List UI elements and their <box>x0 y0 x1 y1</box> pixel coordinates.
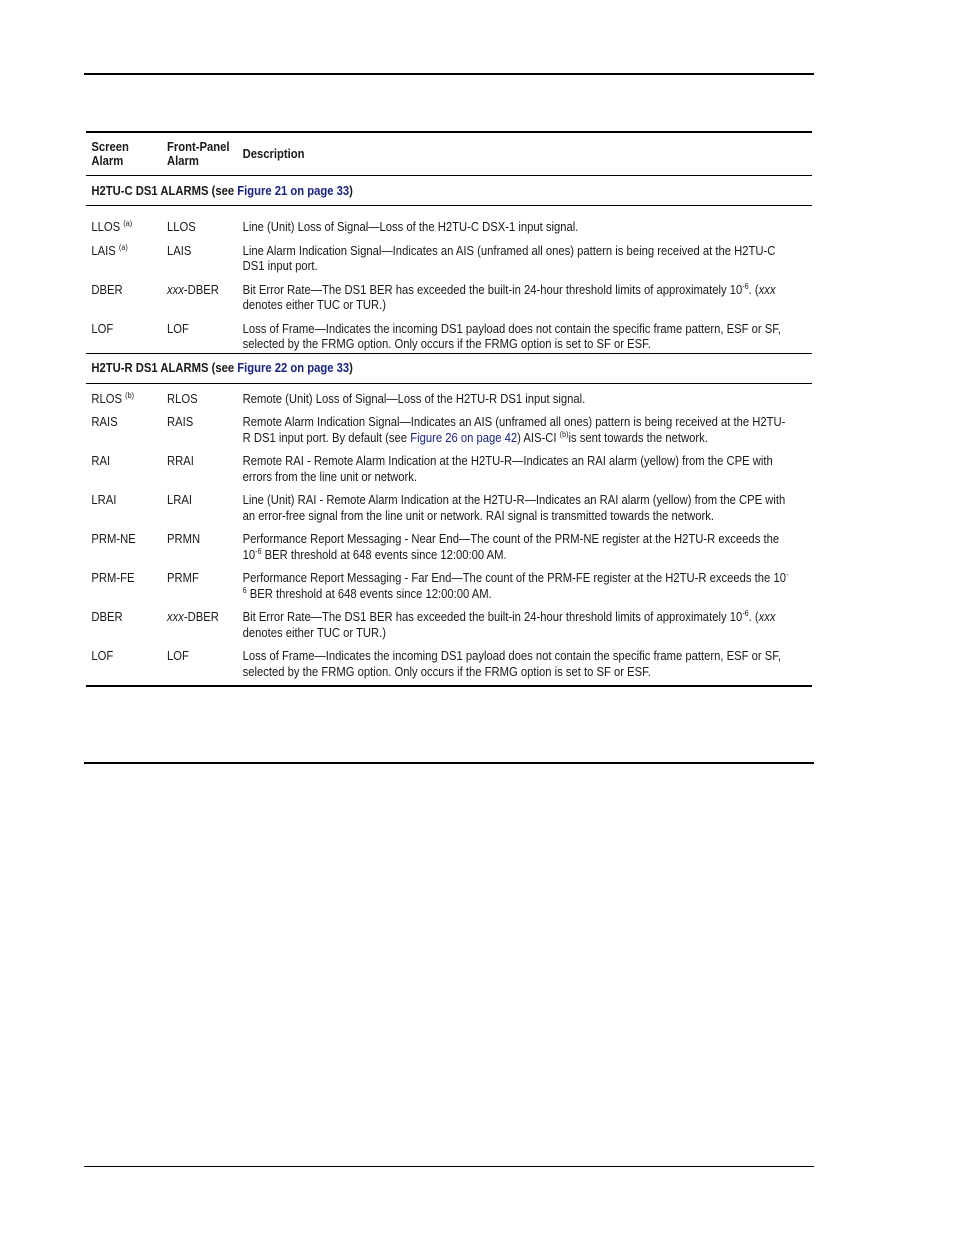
table-row <box>86 454 812 485</box>
description-text: Remote RAI - Remote Alarm Indication at the H2TU-R—Indicates an RAI alarm (yellow) from the CPE with errors from the line unit or network. <box>242 454 773 484</box>
screen-alarm-code: LOF <box>91 649 114 663</box>
description-text: Loss of Frame—Indicates the incoming DS1 payload does not contain the specific frame pattern, ESF or SF, selected by the FRMG option. Only occurs if the FRMG option is set to SF or ESF. <box>242 649 781 679</box>
footnote-marker: (a) <box>123 218 133 228</box>
front-panel-code: LLOS <box>167 220 196 234</box>
screen-alarm-code: RLOS <box>91 391 123 406</box>
screen-alarm-code: RAIS <box>91 415 118 429</box>
front-panel-code: LAIS <box>167 243 192 258</box>
header-description: Description <box>242 147 305 161</box>
table-header <box>86 133 811 175</box>
footnote-marker: (a) <box>118 242 128 252</box>
front-panel-prefix: xxx <box>167 610 184 624</box>
front-panel-code: RLOS <box>167 391 198 406</box>
front-panel-code: LRAI <box>167 493 193 507</box>
screen-alarm-code: RAI <box>91 454 111 468</box>
section-title-h2tu-r: H2TU-R DS1 ALARMS (see Figure 22 on page 33 ) <box>91 361 353 375</box>
table-bottom-rule <box>86 685 812 687</box>
screen-alarm-code: PRM-FE <box>91 571 135 585</box>
description-text: is sent towards the network. <box>568 430 708 445</box>
front-panel-code: -DBER <box>183 282 219 297</box>
cell-description <box>237 493 795 524</box>
cell-screen-alarm <box>86 571 162 602</box>
section-title-h2tu-c: H2TU-C DS1 ALARMS (see Figure 21 on page 33 ) <box>91 183 353 198</box>
figure-26-link[interactable]: Figure 26 on page 42 <box>410 430 518 445</box>
description-italic: xxx <box>758 282 776 297</box>
screen-alarm-code: LLOS <box>91 220 121 234</box>
table-row <box>86 244 812 275</box>
cell-screen-alarm <box>86 532 162 563</box>
description-text: Bit Error Rate—The DS1 BER has exceeded the built-in 24-hour threshold limits of approximately 10 <box>242 610 743 624</box>
front-panel-code: RRAI <box>167 454 194 468</box>
description-text: . ( <box>748 610 759 624</box>
screen-alarm-code: DBER <box>91 610 123 624</box>
cell-front-panel-alarm <box>162 322 238 353</box>
description-text: Performance Report Messaging - Far End—The count of the PRM-FE register at the H2TU-R exceeds the 10 <box>242 571 786 585</box>
cell-front-panel-alarm <box>162 454 238 485</box>
screen-alarm-code: LAIS <box>91 243 116 258</box>
cell-screen-alarm <box>86 649 162 680</box>
cell-description <box>237 415 795 446</box>
cell-front-panel-alarm <box>162 415 238 446</box>
cell-screen-alarm <box>86 283 162 314</box>
description-text: Performance Report Messaging - Near End—The count of the PRM-NE register at the H2TU-R exceeds the 10 <box>242 532 780 562</box>
cell-front-panel-alarm <box>162 610 238 641</box>
front-panel-code: RAIS <box>167 415 194 429</box>
cell-description <box>237 454 795 485</box>
description-italic: xxx <box>758 610 776 624</box>
cell-front-panel-alarm <box>162 283 238 314</box>
cell-screen-alarm <box>86 493 162 524</box>
description-text: Line (Unit) RAI - Remote Alarm Indication at the H2TU-R—Indicates an RAI alarm (yellow) from the CPE with an error-free signal from the line unit or network. RAI signal is transmitted towards the network. <box>242 493 786 523</box>
screen-alarm-code: LOF <box>91 321 114 336</box>
footer-rule <box>84 1166 814 1167</box>
cell-screen-alarm <box>86 415 162 446</box>
exponent: -6 <box>255 546 262 556</box>
description-text: Remote Alarm Indication Signal—Indicates an AIS (unframed all ones) pattern is being received at the H2TU-R DS1 input port. By default (see <box>242 415 786 445</box>
front-panel-code: PRMN <box>167 532 201 546</box>
table-row <box>86 392 812 408</box>
middle-page-rule <box>84 762 814 764</box>
table-row <box>86 649 812 680</box>
cell-description <box>237 220 795 236</box>
front-panel-code: LOF <box>167 321 189 336</box>
header-screen-alarm: Screen Alarm <box>91 140 129 168</box>
screen-alarm-code: LRAI <box>91 493 117 507</box>
exponent: -6 <box>742 281 749 291</box>
header-front-panel-alarm: Front-Panel Alarm <box>167 140 230 168</box>
description-text: . ( <box>748 282 759 297</box>
cell-screen-alarm <box>86 244 162 275</box>
front-panel-code: PRMF <box>167 571 199 585</box>
cell-front-panel-alarm <box>162 571 238 602</box>
description-text: Remote (Unit) Loss of Signal—Loss of the H2TU-R DS1 input signal. <box>242 391 586 406</box>
exponent: -6 <box>742 608 749 618</box>
cell-description <box>237 571 795 602</box>
alarm-table <box>86 131 812 687</box>
figure-22-link[interactable]: Figure 22 on page 33 <box>237 361 350 375</box>
description-text: denotes either TUC or TUR.) <box>242 625 386 640</box>
table-row <box>86 571 812 602</box>
cell-front-panel-alarm <box>162 493 238 524</box>
table-row <box>86 283 812 314</box>
cell-description <box>237 283 795 314</box>
cell-front-panel-alarm <box>162 244 238 275</box>
figure-21-link[interactable]: Figure 21 on page 33 <box>237 183 350 198</box>
section-body-h2tu-c <box>86 206 812 353</box>
cell-description <box>237 322 795 353</box>
table-row <box>86 493 812 524</box>
table-row <box>86 610 812 641</box>
exponent: -6 <box>242 569 789 595</box>
table-row <box>86 415 812 446</box>
description-text: Bit Error Rate—The DS1 BER has exceeded the built-in 24-hour threshold limits of approximately 10 <box>242 282 743 297</box>
footnote-marker: (b) <box>559 429 569 439</box>
cell-screen-alarm <box>86 454 162 485</box>
front-panel-code: -DBER <box>183 610 219 624</box>
section-body-h2tu-r <box>86 384 812 681</box>
description-text: Loss of Frame—Indicates the incoming DS1 payload does not contain the specific frame pattern, ESF or SF, selected by the FRMG option. Only occurs if the FRMG option is set to SF or ESF. <box>242 321 781 351</box>
table-row <box>86 532 812 563</box>
front-panel-prefix: xxx <box>167 282 184 297</box>
screen-alarm-code: DBER <box>91 282 123 297</box>
cell-screen-alarm <box>86 220 162 236</box>
cell-front-panel-alarm <box>162 220 238 236</box>
cell-description <box>237 532 795 563</box>
cell-screen-alarm <box>86 322 162 353</box>
cell-description <box>237 649 795 680</box>
front-panel-code: LOF <box>167 649 189 663</box>
cell-front-panel-alarm <box>162 392 238 408</box>
cell-screen-alarm <box>86 392 162 408</box>
cell-front-panel-alarm <box>162 649 238 680</box>
description-text: denotes either TUC or TUR.) <box>242 298 386 312</box>
cell-front-panel-alarm <box>162 532 238 563</box>
description-text: Line (Unit) Loss of Signal—Loss of the H2TU-C DSX-1 input signal. <box>242 220 579 234</box>
footnote-marker: (b) <box>125 390 134 400</box>
table-row <box>86 220 812 236</box>
cell-screen-alarm <box>86 610 162 641</box>
top-page-rule <box>84 73 814 75</box>
description-text: BER threshold at 648 events since 12:00:00 AM. <box>261 547 507 562</box>
description-text: ) AIS-CI <box>517 430 560 445</box>
screen-alarm-code: PRM-NE <box>91 532 136 546</box>
cell-description <box>237 244 795 275</box>
table-row <box>86 322 812 353</box>
cell-description <box>237 392 795 408</box>
description-text: BER threshold at 648 events since 12:00:00 AM. <box>246 586 492 601</box>
cell-description <box>237 610 795 641</box>
description-text: Line Alarm Indication Signal—Indicates an AIS (unframed all ones) pattern is being received at the H2TU-C DS1 input port. <box>242 243 776 273</box>
